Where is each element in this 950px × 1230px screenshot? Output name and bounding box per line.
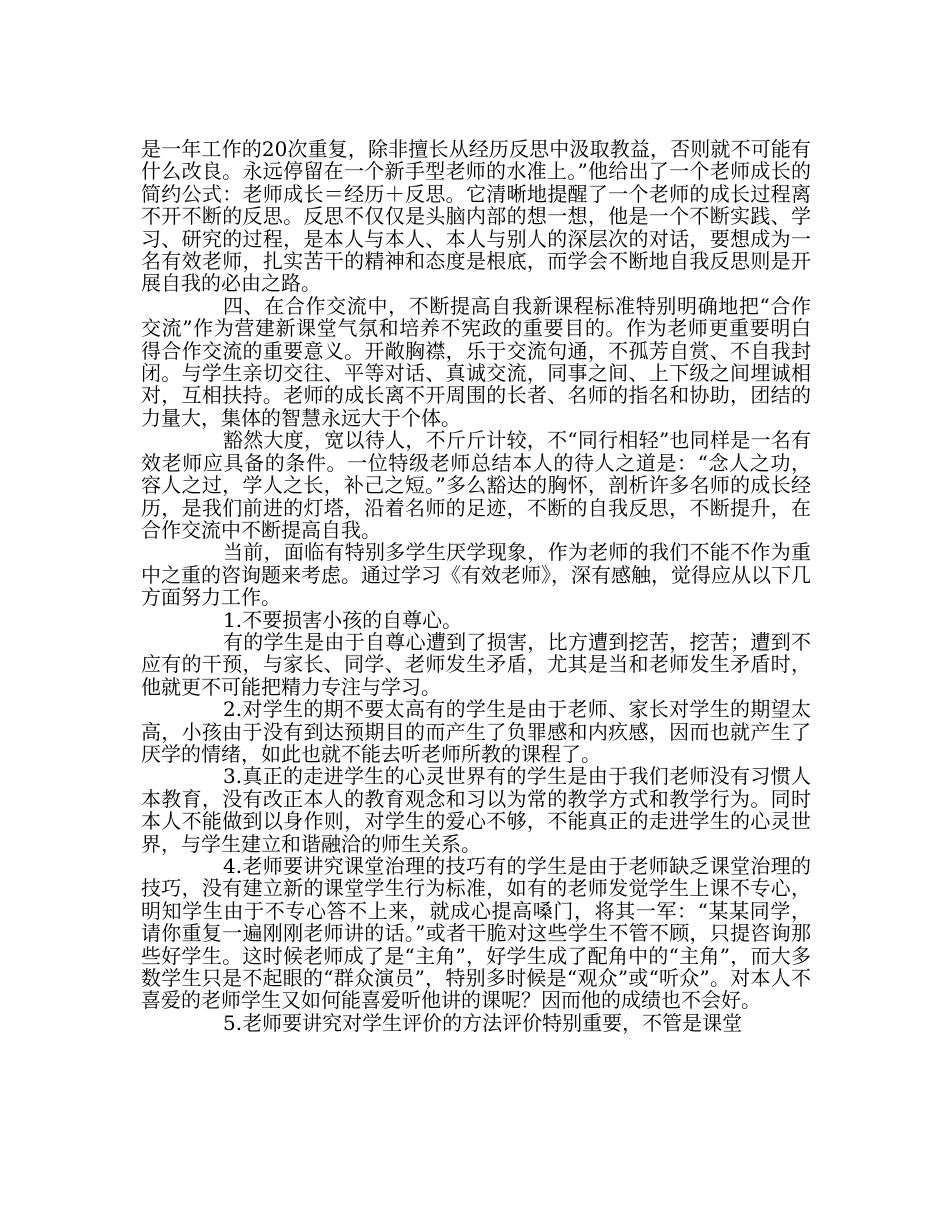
paragraph-point-4: 4.老师要讲究课堂治理的技巧有的学生是由于老师缺乏课堂治理的技巧，没有建立新的课堂学生行为标准，如有的老师发觉学生上课不专心，明知学生由于不专心答不上来，就成心提高嗓门，将其一军：“某某同学，请你重复一遍刚刚老师讲的话。”或者干脆对这些学生不管不顾，只提咨询那些好学生。这时候老师成了是“主角”，好学生成了配角中的“主角”，而大多数学生只是不起眼的“群众演员”，特别多时候是“观众”或“听众”。对本人不喜爱的老师学生又如何能喜爱听他讲的课呢？因而他的成绩也不会好。: [141, 854, 811, 1013]
paragraph-point-5: 5.老师要讲究对学生评价的方法评价特别重要，不管是课堂: [223, 1010, 743, 1035]
paragraph-reflection-continued: 是一年工作的20次重复，除非擅长从经历反思中汲取教益，否则就不可能有什么改良。永远停留在一个新手型老师的水准上。”他给出了一个老师成长的简约公式：老师成长＝经历＋反思。它清晰地提醒了一个老师的成长过程离不开不断的反思。反思不仅仅是头脑内部的想一想，他是一个不断实践、学习、研究的过程，是本人与本人、本人与别人的深层次的对话，要想成为一名有效老师，扎实苦干的精神和态度是根底，而学会不断地自我反思则是开展自我的必由之路。: [141, 137, 811, 296]
paragraph-magnanimity: 豁然大度，宽以待人，不斤斤计较，不“同行相轻”也同样是一名有效老师应具备的条件。一位特级老师总结本人的待人之道是：“念人之功，容人之过，学人之长，补己之短。”多么豁达的胸怀，剖析许多名师的成长经历，是我们前进的灯塔，沿着名师的足迹，不断的自我反思，不断提升，在合作交流中不断提高自我。: [141, 428, 811, 542]
paragraph-point-2: 2.对学生的期不要太高有的学生是由于老师、家长对学生的期望太高，小孩由于没有到达预期目的而产生了负罪感和内疚感，因而也就产生了厌学的情绪，如此也就不能去听老师所教的课程了。: [141, 697, 811, 766]
paragraph-point-3: 3.真正的走进学生的心灵世界有的学生是由于我们老师没有习惯人本教育，没有改正本人的教育观念和习以为常的教学方式和教学行为。同时本人不能做到以身作则，对学生的爱心不够，不能真正的走进学生的心灵世界，与学生建立和谐融洽的师生关系。: [141, 764, 811, 856]
document-page: [141, 138, 811, 1034]
paragraph-section-four-cooperation: 四、在合作交流中，不断提高自我新课程标准特别明确地把“合作交流”作为营建新课堂气氛和培养不宪政的重要目的。作为老师更重要明白得合作交流的重要意义。开敞胸襟，乐于交流句通，不孤芳自赏、不自我封闭。与学生亲切交往、平等对话、真诚交流，同事之间、上下级之间埋诚相对，互相扶持。老师的成长离不开周围的长者、名师的指名和协助，团结的力量大，集体的智慧永远大于个体。: [141, 293, 811, 430]
paragraph-point-1-body: 有的学生是由于自尊心遭到了损害，比方遭到挖苦，挖苦；遭到不应有的干预，与家长、同学、老师发生矛盾，尤其是当和老师发生矛盾时，他就更不可能把精力专注与学习。: [141, 629, 811, 699]
paragraph-point-1-heading: 1.不要损害小孩的自尊心。: [223, 607, 463, 632]
paragraph-study-weariness: 当前，面临有特别多学生厌学现象，作为老师的我们不能不作为重中之重的咨询题来考虑。通过学习《有效老师》，深有感触，觉得应从以下几方面努力工作。: [141, 540, 811, 610]
